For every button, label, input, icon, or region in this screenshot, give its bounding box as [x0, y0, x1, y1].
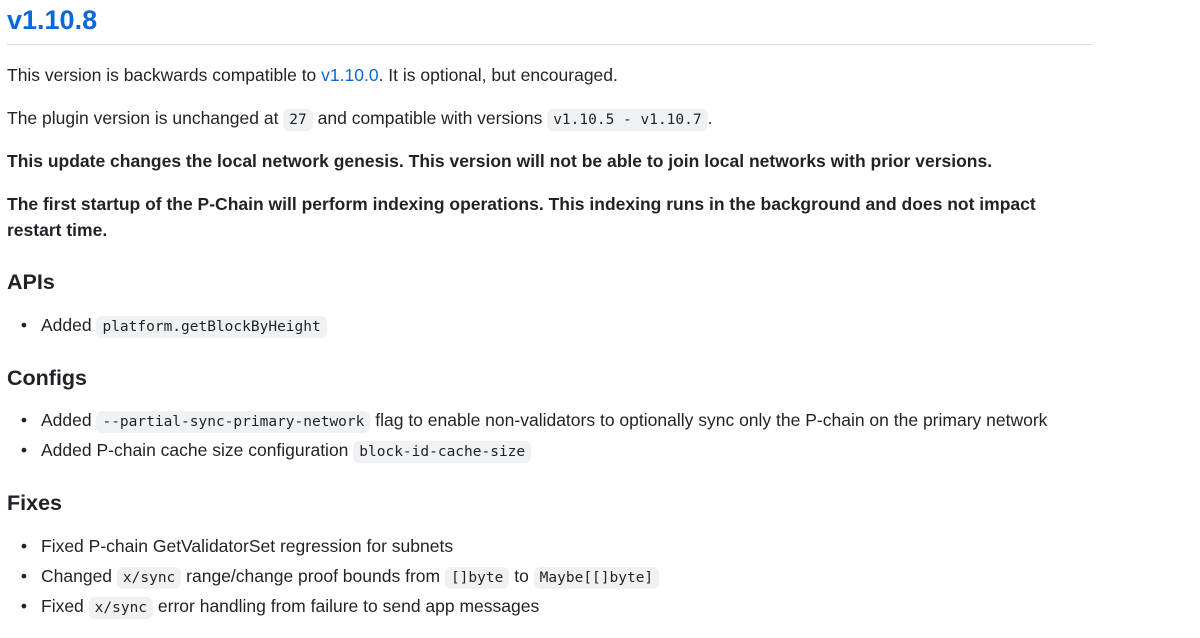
list-item [7, 593, 539, 621]
item-code-2: []byte [445, 567, 509, 589]
item-code-3: Maybe[[]byte] [534, 567, 660, 589]
item-code: x/sync [89, 597, 153, 619]
item-prefix: Added [41, 315, 97, 335]
release-title-link[interactable]: v1.10.8 [7, 5, 98, 35]
list-item [7, 437, 531, 465]
list-item [7, 563, 659, 591]
plugin-prefix: The plugin version is unchanged at [7, 108, 284, 128]
apis-heading: APIs [7, 270, 55, 294]
item-code: block-id-cache-size [353, 441, 531, 463]
genesis-note: This update changes the local network genesis. This version will not be able to join local networks with prior versions. [7, 151, 993, 171]
compat-paragraph [7, 62, 618, 88]
bullet-icon: • [20, 566, 28, 586]
configs-heading: Configs [7, 366, 88, 390]
item-prefix: Added P-chain cache size configuration [41, 440, 354, 460]
plugin-suffix: . [707, 108, 713, 128]
list-item [7, 312, 327, 340]
bullet-icon: • [20, 440, 28, 460]
bullet-icon: • [20, 410, 28, 430]
bullet-icon: • [20, 315, 28, 335]
compat-version-link[interactable]: v1.10.0 [321, 65, 379, 85]
item-code: platform.getBlockByHeight [96, 316, 326, 338]
list-item [7, 533, 453, 559]
fixes-heading: Fixes [7, 491, 62, 515]
bullet-icon: • [20, 596, 28, 616]
plugin-range-code: v1.10.5 - v1.10.7 [547, 109, 707, 131]
item-code: x/sync [117, 567, 181, 589]
item-prefix: Added [41, 410, 97, 430]
plugin-paragraph [7, 105, 712, 133]
compat-prefix: This version is backwards compatible to [7, 65, 322, 85]
list-item [7, 407, 1047, 435]
item-text: Fixed P-chain GetValidatorSet regression for subnets [41, 536, 454, 556]
item-middle-2: to [509, 566, 534, 586]
item-suffix: flag to enable non-validators to optionally sync only the P-chain on the primary network [370, 410, 1048, 430]
title-divider [7, 44, 1093, 45]
item-prefix: Changed [41, 566, 117, 586]
plugin-version-code: 27 [283, 109, 312, 131]
plugin-middle: and compatible with versions [312, 108, 548, 128]
item-suffix: error handling from failure to send app messages [153, 596, 540, 616]
item-middle: range/change proof bounds from [181, 566, 445, 586]
item-code: --partial-sync-primary-network [96, 411, 370, 433]
compat-suffix: . It is optional, but encouraged. [378, 65, 618, 85]
bullet-icon: • [20, 536, 28, 556]
item-prefix: Fixed [41, 596, 89, 616]
indexing-note: The first startup of the P-Chain will perform indexing operations. This indexing runs in the background and does not impact restart time. [7, 194, 1036, 240]
